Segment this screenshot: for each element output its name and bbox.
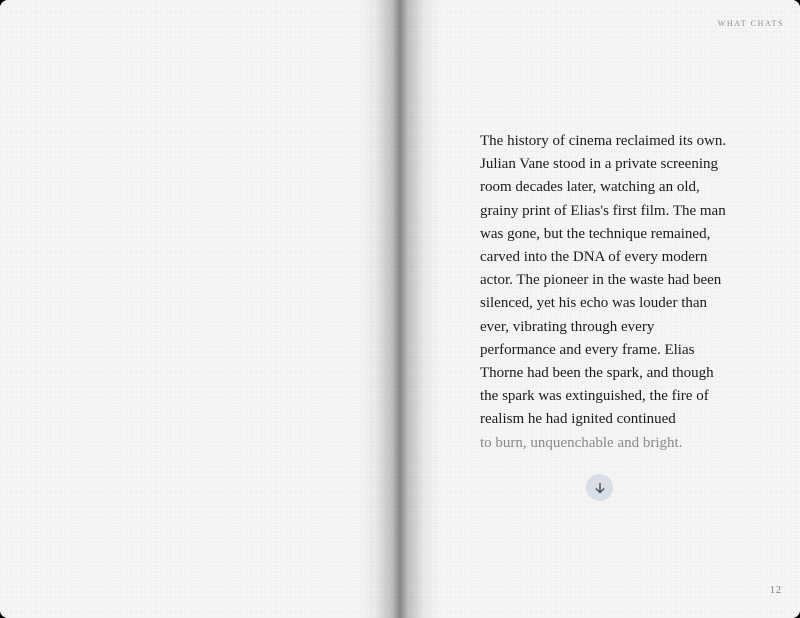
page-number: 12 xyxy=(770,585,782,596)
running-head: WHAT CHATS xyxy=(717,19,784,28)
right-page xyxy=(400,0,800,618)
scroll-down-button[interactable] xyxy=(586,474,613,501)
arrow-down-icon xyxy=(594,482,606,494)
faded-continuation-line: to burn, unquenchable and bright. xyxy=(480,435,683,451)
page-paragraph: The history of cinema reclaimed its own. Julian Vane stood in a private screening room decades later, watching an old, grainy print of Elias's first film. The man was gone, but the technique remained, carved into the DNA of every modern actor. The pioneer in the waste had been silenced, yet his echo was louder than ever, vibrating through every performance and every frame. Elias Thorne had been the spark, and though the spark was extinguished, the fire of realism he had ignited continued xyxy=(480,133,727,428)
